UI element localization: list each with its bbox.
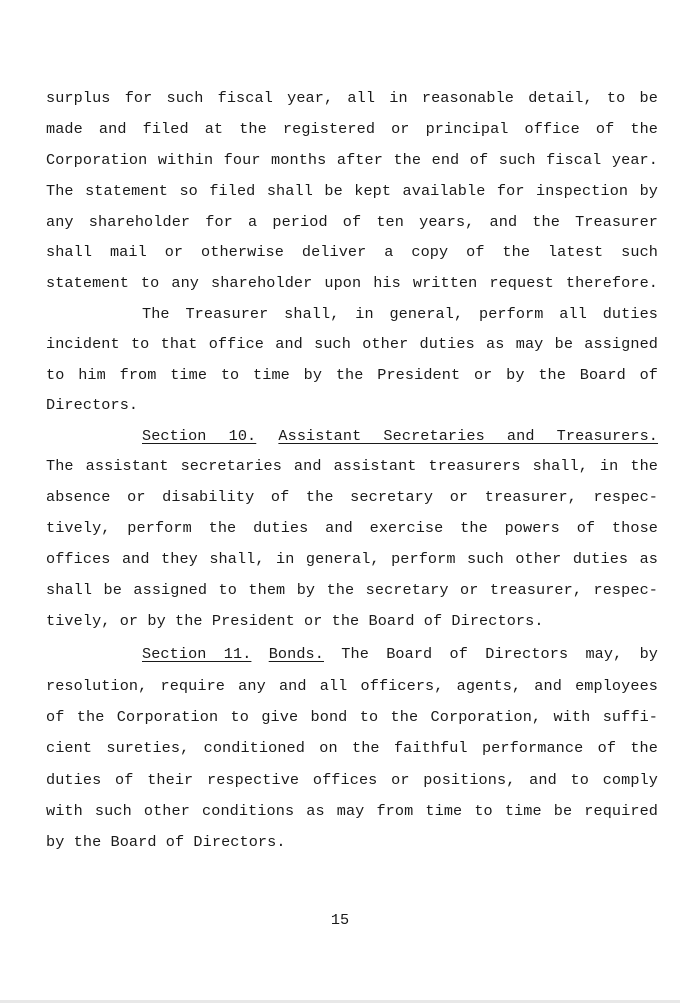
section-number: Section 10. (142, 427, 257, 445)
text-line: resolution, require any and all officers, agents, and employees (46, 677, 658, 695)
page-number: 15 (330, 911, 350, 929)
text-line: Directors. (46, 396, 139, 414)
section-title: Assistant Secretaries and Treasurers. (278, 427, 659, 445)
text-line: duties of their respective offices or positions, and to comply (46, 771, 658, 789)
text-line: The Treasurer shall, in general, perform all duties (142, 305, 658, 323)
text-line: with such other conditions as may from time to time be required (46, 802, 658, 820)
text-line: any shareholder for a period of ten years, and the Treasurer (46, 213, 658, 231)
text-line: by the Board of Directors. (46, 833, 286, 851)
text-line: incident to that office and such other duties as may be assigned (46, 335, 658, 353)
text-line: absence or disability of the secretary or treasurer, respec- (46, 488, 658, 506)
section-text: The Board of Directors may, by (341, 645, 659, 663)
text-line: Corporation within four months after the end of such fiscal year. (46, 151, 658, 169)
section-number: Section 11. (142, 645, 252, 663)
text-line: The assistant secretaries and assistant treasurers shall, in the (46, 457, 658, 475)
text-line: offices and they shall, in general, perform such other duties as (46, 550, 658, 568)
text-line: shall be assigned to them by the secretary or treasurer, respec- (46, 581, 658, 599)
text-line: statement to any shareholder upon his written request therefore. (46, 274, 658, 292)
section-heading (142, 644, 658, 664)
text-line: surplus for such fiscal year, all in reasonable detail, to be (46, 89, 658, 107)
text-line: The statement so filed shall be kept available for inspection by (46, 182, 658, 200)
text-line: of the Corporation to give bond to the Corporation, with suffi- (46, 708, 658, 726)
text-line: tively, or by the President or the Board of Directors. (46, 612, 544, 630)
section-heading (142, 426, 658, 446)
text-line: to him from time to time by the President or by the Board of (46, 366, 658, 384)
text-line: cient sureties, conditioned on the faithful performance of the (46, 739, 658, 757)
text-line: tively, perform the duties and exercise the powers of those (46, 519, 658, 537)
section-title: Bonds. (268, 645, 324, 663)
text-line: made and filed at the registered or principal office of the (46, 120, 658, 138)
text-line: shall mail or otherwise deliver a copy of the latest such (46, 243, 658, 261)
